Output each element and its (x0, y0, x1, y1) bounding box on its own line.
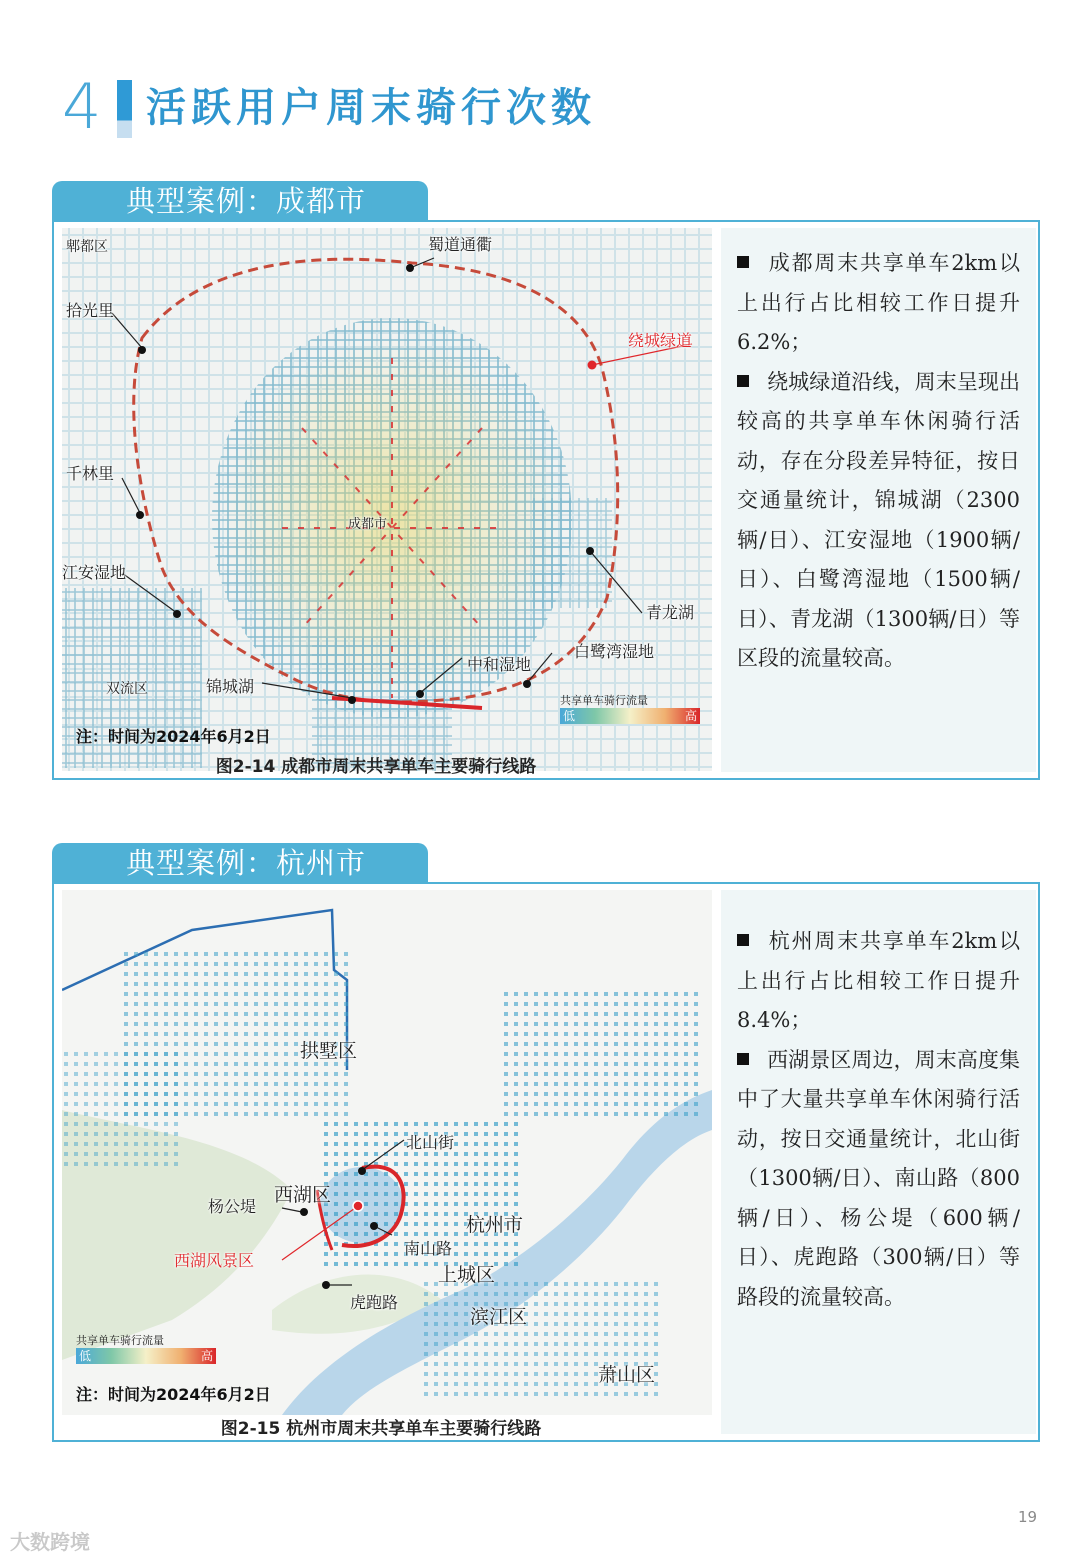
chengdu-map-note: 注：时间为2024年6月2日 (76, 727, 271, 746)
hangzhou-map (62, 890, 712, 1415)
chengdu-text-panel (721, 228, 1036, 772)
page-number: 19 (1018, 1508, 1038, 1526)
watermark: 大数跨境 (10, 1530, 90, 1554)
chengdu-map-graphic (62, 228, 712, 771)
legend-gradient (76, 1348, 216, 1364)
legend-low: 低 (79, 1349, 92, 1363)
chengdu-paragraph-1: 成都周末共享单车2km以上出行占比相较工作日提升6.2%； (737, 251, 1020, 354)
hangzhou-flow-legend (76, 1332, 216, 1364)
chengdu-paragraph-2: 绕城绿道沿线，周末呈现出较高的共享单车休闲骑行活动，存在分段差异特征，按日交通量统计，锦城湖（2300辆/日）、江安湿地（1900辆/日）、白鹭湾湿地（1500辆/日）、青龙湖（1300辆/日）等区段的流量较高。 (737, 369, 1020, 670)
hangzhou-figure-caption: 图2-15 杭州市周末共享单车主要骑行线路 (220, 1419, 542, 1439)
chengdu-label-qinglonghu: 青龙湖 (646, 603, 695, 622)
chengdu-label-shuangliu: 双流区 (106, 681, 148, 697)
legend-high: 高 (200, 1349, 213, 1363)
legend-low: 低 (563, 709, 576, 723)
chengdu-case-box (52, 220, 1040, 780)
legend-high: 高 (684, 709, 697, 723)
hangzhou-label-gongshu: 拱墅区 (300, 1040, 358, 1062)
bullet-square-icon (737, 934, 749, 946)
chengdu-label-qianlinli: 千林里 (66, 464, 115, 483)
hangzhou-label-xihu: 西湖区 (274, 1184, 332, 1206)
chengdu-label-jiangan: 江安湿地 (62, 563, 127, 582)
chengdu-label-shudao: 蜀道通衢 (428, 235, 493, 254)
hangzhou-paragraph-1: 杭州周末共享单车2km以上出行占比相较工作日提升8.4%； (737, 929, 1020, 1032)
chengdu-flow-legend (560, 692, 700, 724)
hangzhou-label-beishan: 北山街 (406, 1133, 455, 1152)
chengdu-map (62, 228, 712, 771)
bullet-square-icon (737, 375, 749, 387)
hangzhou-label-xiaoshan: 萧山区 (598, 1364, 656, 1386)
bullet-square-icon (737, 1053, 749, 1065)
hangzhou-label-yanggongdi: 杨公堤 (208, 1197, 257, 1216)
legend-gradient (560, 708, 700, 724)
hangzhou-label-hupao: 虎跑路 (350, 1293, 399, 1312)
chengdu-label-shiguangli: 拾光里 (66, 301, 115, 320)
hangzhou-map-note: 注：时间为2024年6月2日 (76, 1385, 271, 1404)
chengdu-label-bailuwan: 白鹭湾湿地 (574, 642, 655, 661)
chengdu-label-jinchenghu: 锦城湖 (206, 677, 255, 696)
legend-title: 共享单车骑行流量 (76, 1334, 164, 1347)
hangzhou-label-scenic: 西湖风景区 (174, 1251, 255, 1270)
hangzhou-case-tab: 典型案例：杭州市 (52, 843, 428, 883)
section-title: 活跃用户周末骑行次数 (146, 85, 596, 131)
hangzhou-case-box (52, 882, 1040, 1442)
section-accent-bar (117, 80, 132, 138)
hangzhou-label-binjiang: 滨江区 (470, 1306, 528, 1328)
hangzhou-label-shangcheng: 上城区 (438, 1264, 496, 1286)
chengdu-case-tab: 典型案例：成都市 (52, 181, 428, 221)
hangzhou-label-city: 杭州市 (466, 1214, 524, 1236)
legend-title: 共享单车骑行流量 (560, 694, 648, 707)
hangzhou-label-nanshan: 南山路 (404, 1239, 453, 1258)
hangzhou-paragraph-2: 西湖景区周边，周末高度集中了大量共享单车休闲骑行活动，按日交通量统计，北山街（1300辆/日）、南山路（800辆/日）、杨公堤（600辆/日）、虎跑路（300辆/日）等路段的流量较高。 (737, 1047, 1020, 1309)
section-number: 4 (62, 70, 102, 143)
chengdu-figure-caption: 图2-14 成都市周末共享单车主要骑行线路 (215, 757, 537, 777)
chengdu-label-city: 成都市 (348, 517, 388, 532)
chengdu-label-raocheng: 绕城绿道 (628, 331, 693, 350)
bullet-square-icon (737, 256, 749, 268)
chengdu-label-pidu: 郫都区 (66, 239, 108, 255)
chengdu-label-zhonghe: 中和湿地 (467, 655, 532, 674)
hangzhou-text-panel (721, 890, 1036, 1434)
